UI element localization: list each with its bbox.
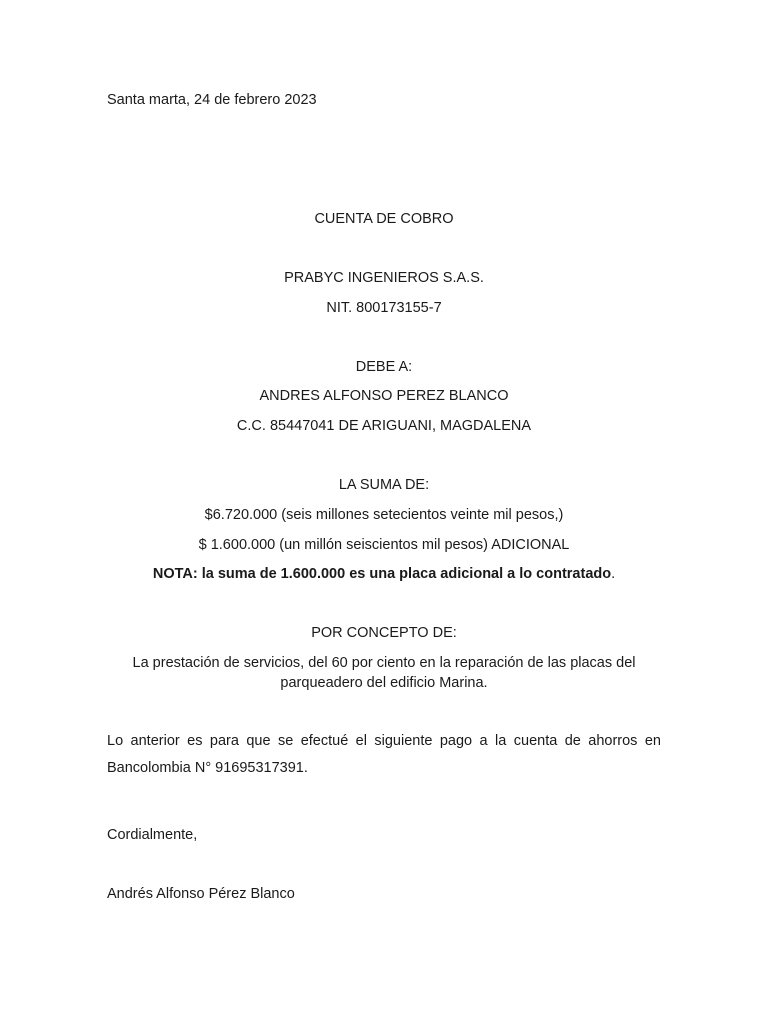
payment-text: Lo anterior es para que se efectué el siguiente pago a la cuenta de ahorros en Bancolombia N° 91695317391. <box>107 733 661 776</box>
company-nit: NIT. 800173155-7 <box>326 300 442 316</box>
creditor-name: ANDRES ALFONSO PEREZ BLANCO <box>259 388 509 404</box>
closing: Cordialmente, <box>107 827 198 843</box>
concept-text: La prestación de servicios, del 60 por ciento en la reparación de las placas del parqueadero del edificio Marina. <box>132 655 636 691</box>
amount-note <box>0 564 768 584</box>
amount-note-bold: NOTA: la suma de 1.600.000 es una placa adicional a lo contratado <box>152 566 612 582</box>
concept-heading: POR CONCEPTO DE: <box>311 625 457 641</box>
amount-note-end: . <box>611 566 616 582</box>
creditor-id: C.C. 85447041 DE ARIGUANI, MAGDALENA <box>236 418 532 434</box>
place-date: Santa marta, 24 de febrero 2023 <box>107 92 317 108</box>
signature-name: Andrés Alfonso Pérez Blanco <box>107 886 295 902</box>
amount-line-2: $ 1.600.000 (un millón seiscientos mil pesos) ADICIONAL <box>198 537 570 553</box>
amount-line-1: $6.720.000 (seis millones setecientos veinte mil pesos,) <box>204 507 564 523</box>
company-name: PRABYC INGENIEROS S.A.S. <box>284 270 484 286</box>
amount-heading: LA SUMA DE: <box>338 477 430 493</box>
creditor-heading: DEBE A: <box>355 359 413 375</box>
document-title: CUENTA DE COBRO <box>314 211 454 227</box>
